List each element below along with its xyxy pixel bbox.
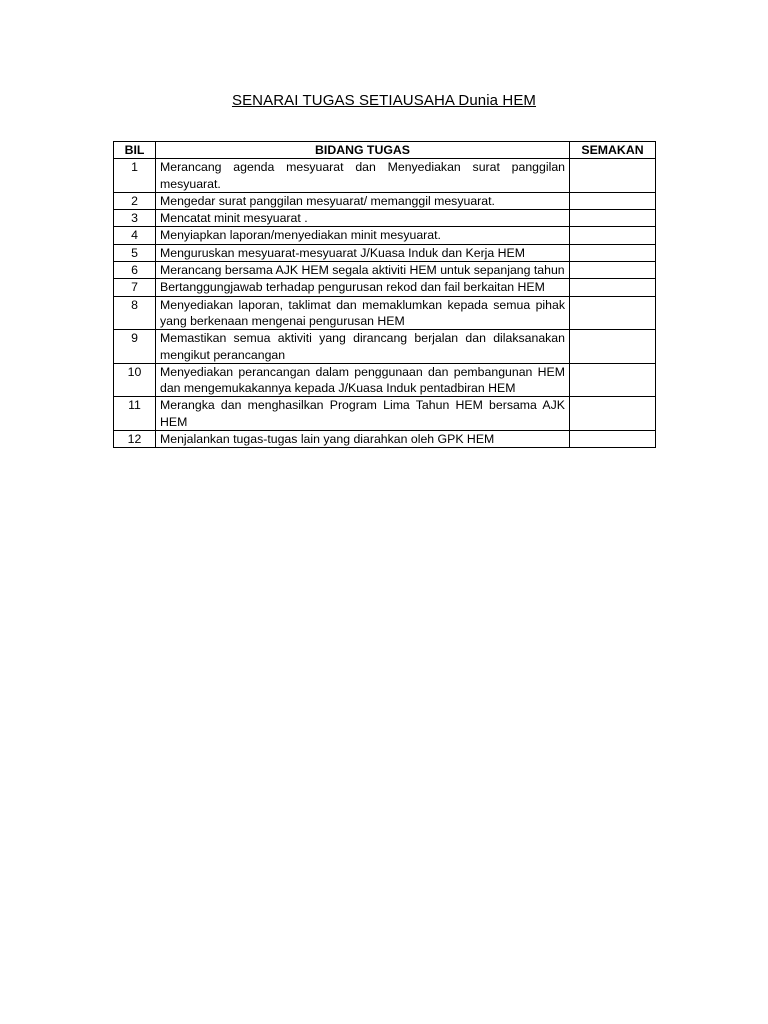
- table-row: [114, 192, 656, 209]
- table-header-row: [114, 142, 656, 159]
- row-task: Merancang bersama AJK HEM segala aktiviti HEM untuk sepanjang tahun: [156, 262, 570, 279]
- table-row: [114, 227, 656, 244]
- header-bil: BIL: [114, 142, 156, 159]
- row-number: 9: [114, 330, 156, 364]
- row-number: 2: [114, 192, 156, 209]
- table-row: [114, 330, 656, 364]
- row-number: 3: [114, 210, 156, 227]
- row-task: Bertanggungjawab terhadap pengurusan rekod dan fail berkaitan HEM: [156, 279, 570, 296]
- table-row: [114, 244, 656, 261]
- table-row: [114, 431, 656, 448]
- row-check-cell: [570, 363, 656, 397]
- row-task: Memastikan semua aktiviti yang dirancang berjalan dan dilaksanakan mengikut perancangan: [156, 330, 570, 364]
- row-number: 7: [114, 279, 156, 296]
- table-row: [114, 296, 656, 330]
- row-task: Menyediakan laporan, taklimat dan memaklumkan kepada semua pihak yang berkenaan mengenai pengurusan HEM: [156, 296, 570, 330]
- row-number: 6: [114, 262, 156, 279]
- row-check-cell: [570, 397, 656, 431]
- row-task: Merangka dan menghasilkan Program Lima Tahun HEM bersama AJK HEM: [156, 397, 570, 431]
- row-check-cell: [570, 262, 656, 279]
- row-check-cell: [570, 244, 656, 261]
- row-task: Menyediakan perancangan dalam penggunaan dan pembangunan HEM dan mengemukakannya kepada J/Kuasa Induk pentadbiran HEM: [156, 363, 570, 397]
- header-task: BIDANG TUGAS: [156, 142, 570, 159]
- row-task: Mengedar surat panggilan mesyuarat/ memanggil mesyuarat.: [156, 192, 570, 209]
- table-row: [114, 279, 656, 296]
- row-number: 11: [114, 397, 156, 431]
- row-number: 8: [114, 296, 156, 330]
- row-task: Mencatat minit mesyuarat .: [156, 210, 570, 227]
- document-title: SENARAI TUGAS SETIAUSAHA Dunia HEM: [231, 92, 537, 109]
- row-check-cell: [570, 279, 656, 296]
- table-row: [114, 363, 656, 397]
- row-number: 1: [114, 159, 156, 193]
- row-number: 12: [114, 431, 156, 448]
- row-check-cell: [570, 159, 656, 193]
- duty-table: [113, 141, 656, 448]
- table-row: [114, 159, 656, 193]
- table-row: [114, 397, 656, 431]
- table-row: [114, 262, 656, 279]
- row-check-cell: [570, 227, 656, 244]
- row-check-cell: [570, 210, 656, 227]
- row-number: 5: [114, 244, 156, 261]
- row-task: Menjalankan tugas-tugas lain yang diarahkan oleh GPK HEM: [156, 431, 570, 448]
- row-task: Menguruskan mesyuarat-mesyuarat J/Kuasa Induk dan Kerja HEM: [156, 244, 570, 261]
- row-number: 10: [114, 363, 156, 397]
- table-row: [114, 210, 656, 227]
- row-number: 4: [114, 227, 156, 244]
- row-task: Merancang agenda mesyuarat dan Menyediakan surat panggilan mesyuarat.: [156, 159, 570, 193]
- header-check: SEMAKAN: [570, 142, 656, 159]
- row-check-cell: [570, 192, 656, 209]
- row-check-cell: [570, 296, 656, 330]
- row-task: Menyiapkan laporan/menyediakan minit mesyuarat.: [156, 227, 570, 244]
- row-check-cell: [570, 330, 656, 364]
- row-check-cell: [570, 431, 656, 448]
